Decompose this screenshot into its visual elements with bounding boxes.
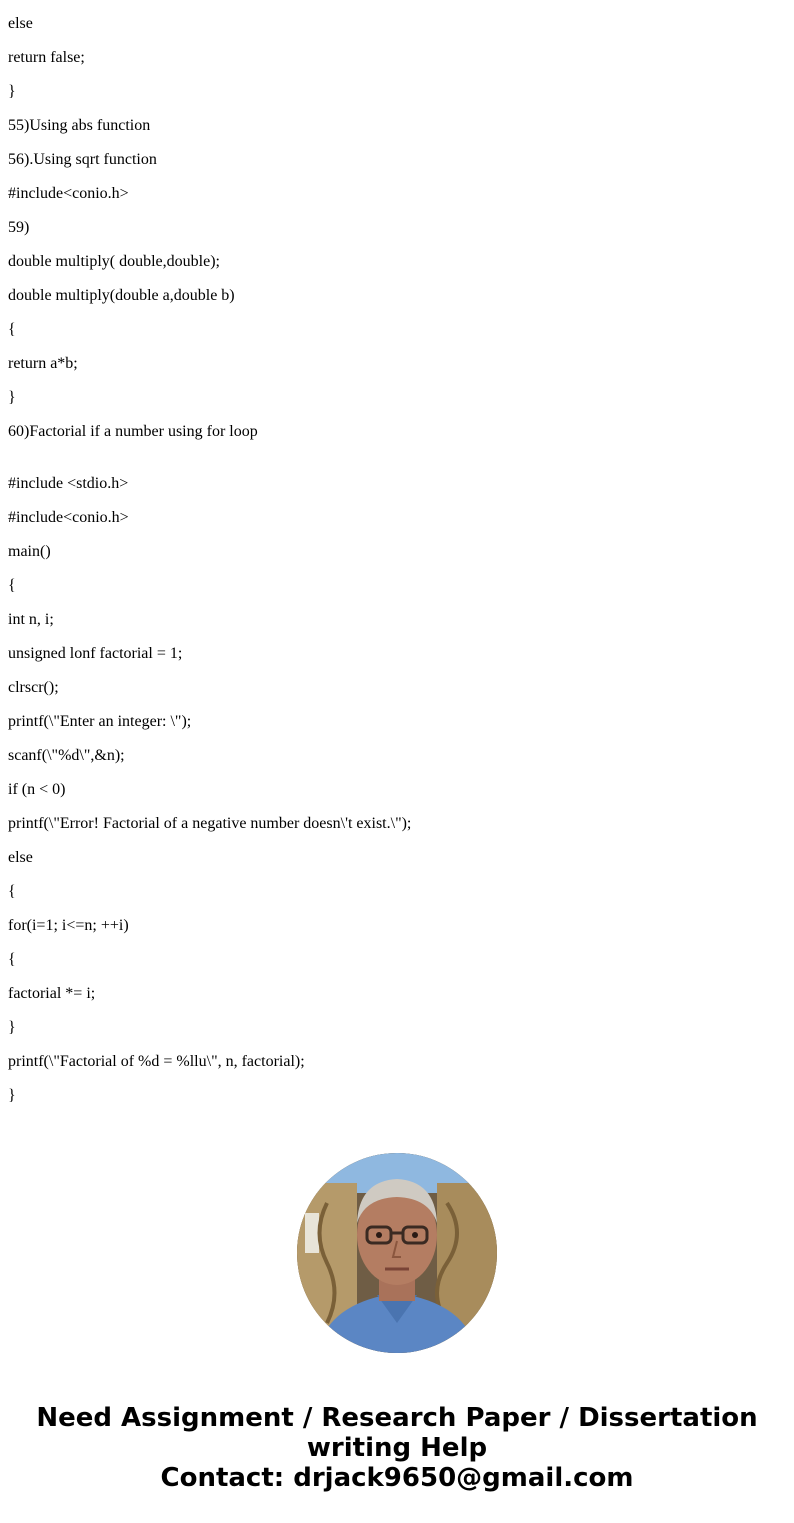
code-line: #include<conio.h> [8,509,129,526]
code-line: if (n < 0) [8,781,66,798]
code-line: 56).Using sqrt function [8,151,157,168]
section-heading: 60)Factorial if a number using for loop [8,423,258,440]
code-line: #include<conio.h> [8,185,129,202]
author-portrait [297,1153,497,1353]
code-line: 59) [8,219,30,236]
code-line: clrscr(); [8,679,59,696]
code-line: } [8,1019,16,1036]
code-line: double multiply( double,double); [8,253,220,270]
code-line: int n, i; [8,611,54,628]
code-line: else [8,849,33,866]
code-line: 55)Using abs function [8,117,151,134]
code-line: unsigned lonf factorial = 1; [8,645,183,662]
code-line: { [8,951,16,968]
code-line: for(i=1; i<=n; ++i) [8,917,129,934]
code-line: double multiply(double a,double b) [8,287,235,304]
banner-line-1: Need Assignment / Research Paper / Dissertation [36,1403,758,1433]
contact-email: Contact: drjack9650@gmail.com [160,1463,634,1493]
contact-banner [0,1403,794,1493]
code-line: return false; [8,49,85,66]
code-line: printf(\"Enter an integer: \"); [8,713,192,730]
code-line: } [8,389,16,406]
code-line: { [8,321,16,338]
code-line: { [8,577,16,594]
banner-line-2: writing Help [306,1433,488,1463]
code-line: else [8,15,33,32]
avatar [297,1153,497,1353]
code-line: scanf(\"%d\",&n); [8,747,125,764]
code-line: } [8,83,16,100]
code-line: main() [8,543,51,560]
code-line: { [8,883,16,900]
code-line: #include <stdio.h> [8,475,129,492]
code-line: factorial *= i; [8,985,96,1002]
code-line: return a*b; [8,355,78,372]
code-line: printf(\"Error! Factorial of a negative number doesn\'t exist.\"); [8,815,412,832]
code-line: printf(\"Factorial of %d = %llu\", n, factorial); [8,1053,305,1070]
code-line: } [8,1087,16,1104]
